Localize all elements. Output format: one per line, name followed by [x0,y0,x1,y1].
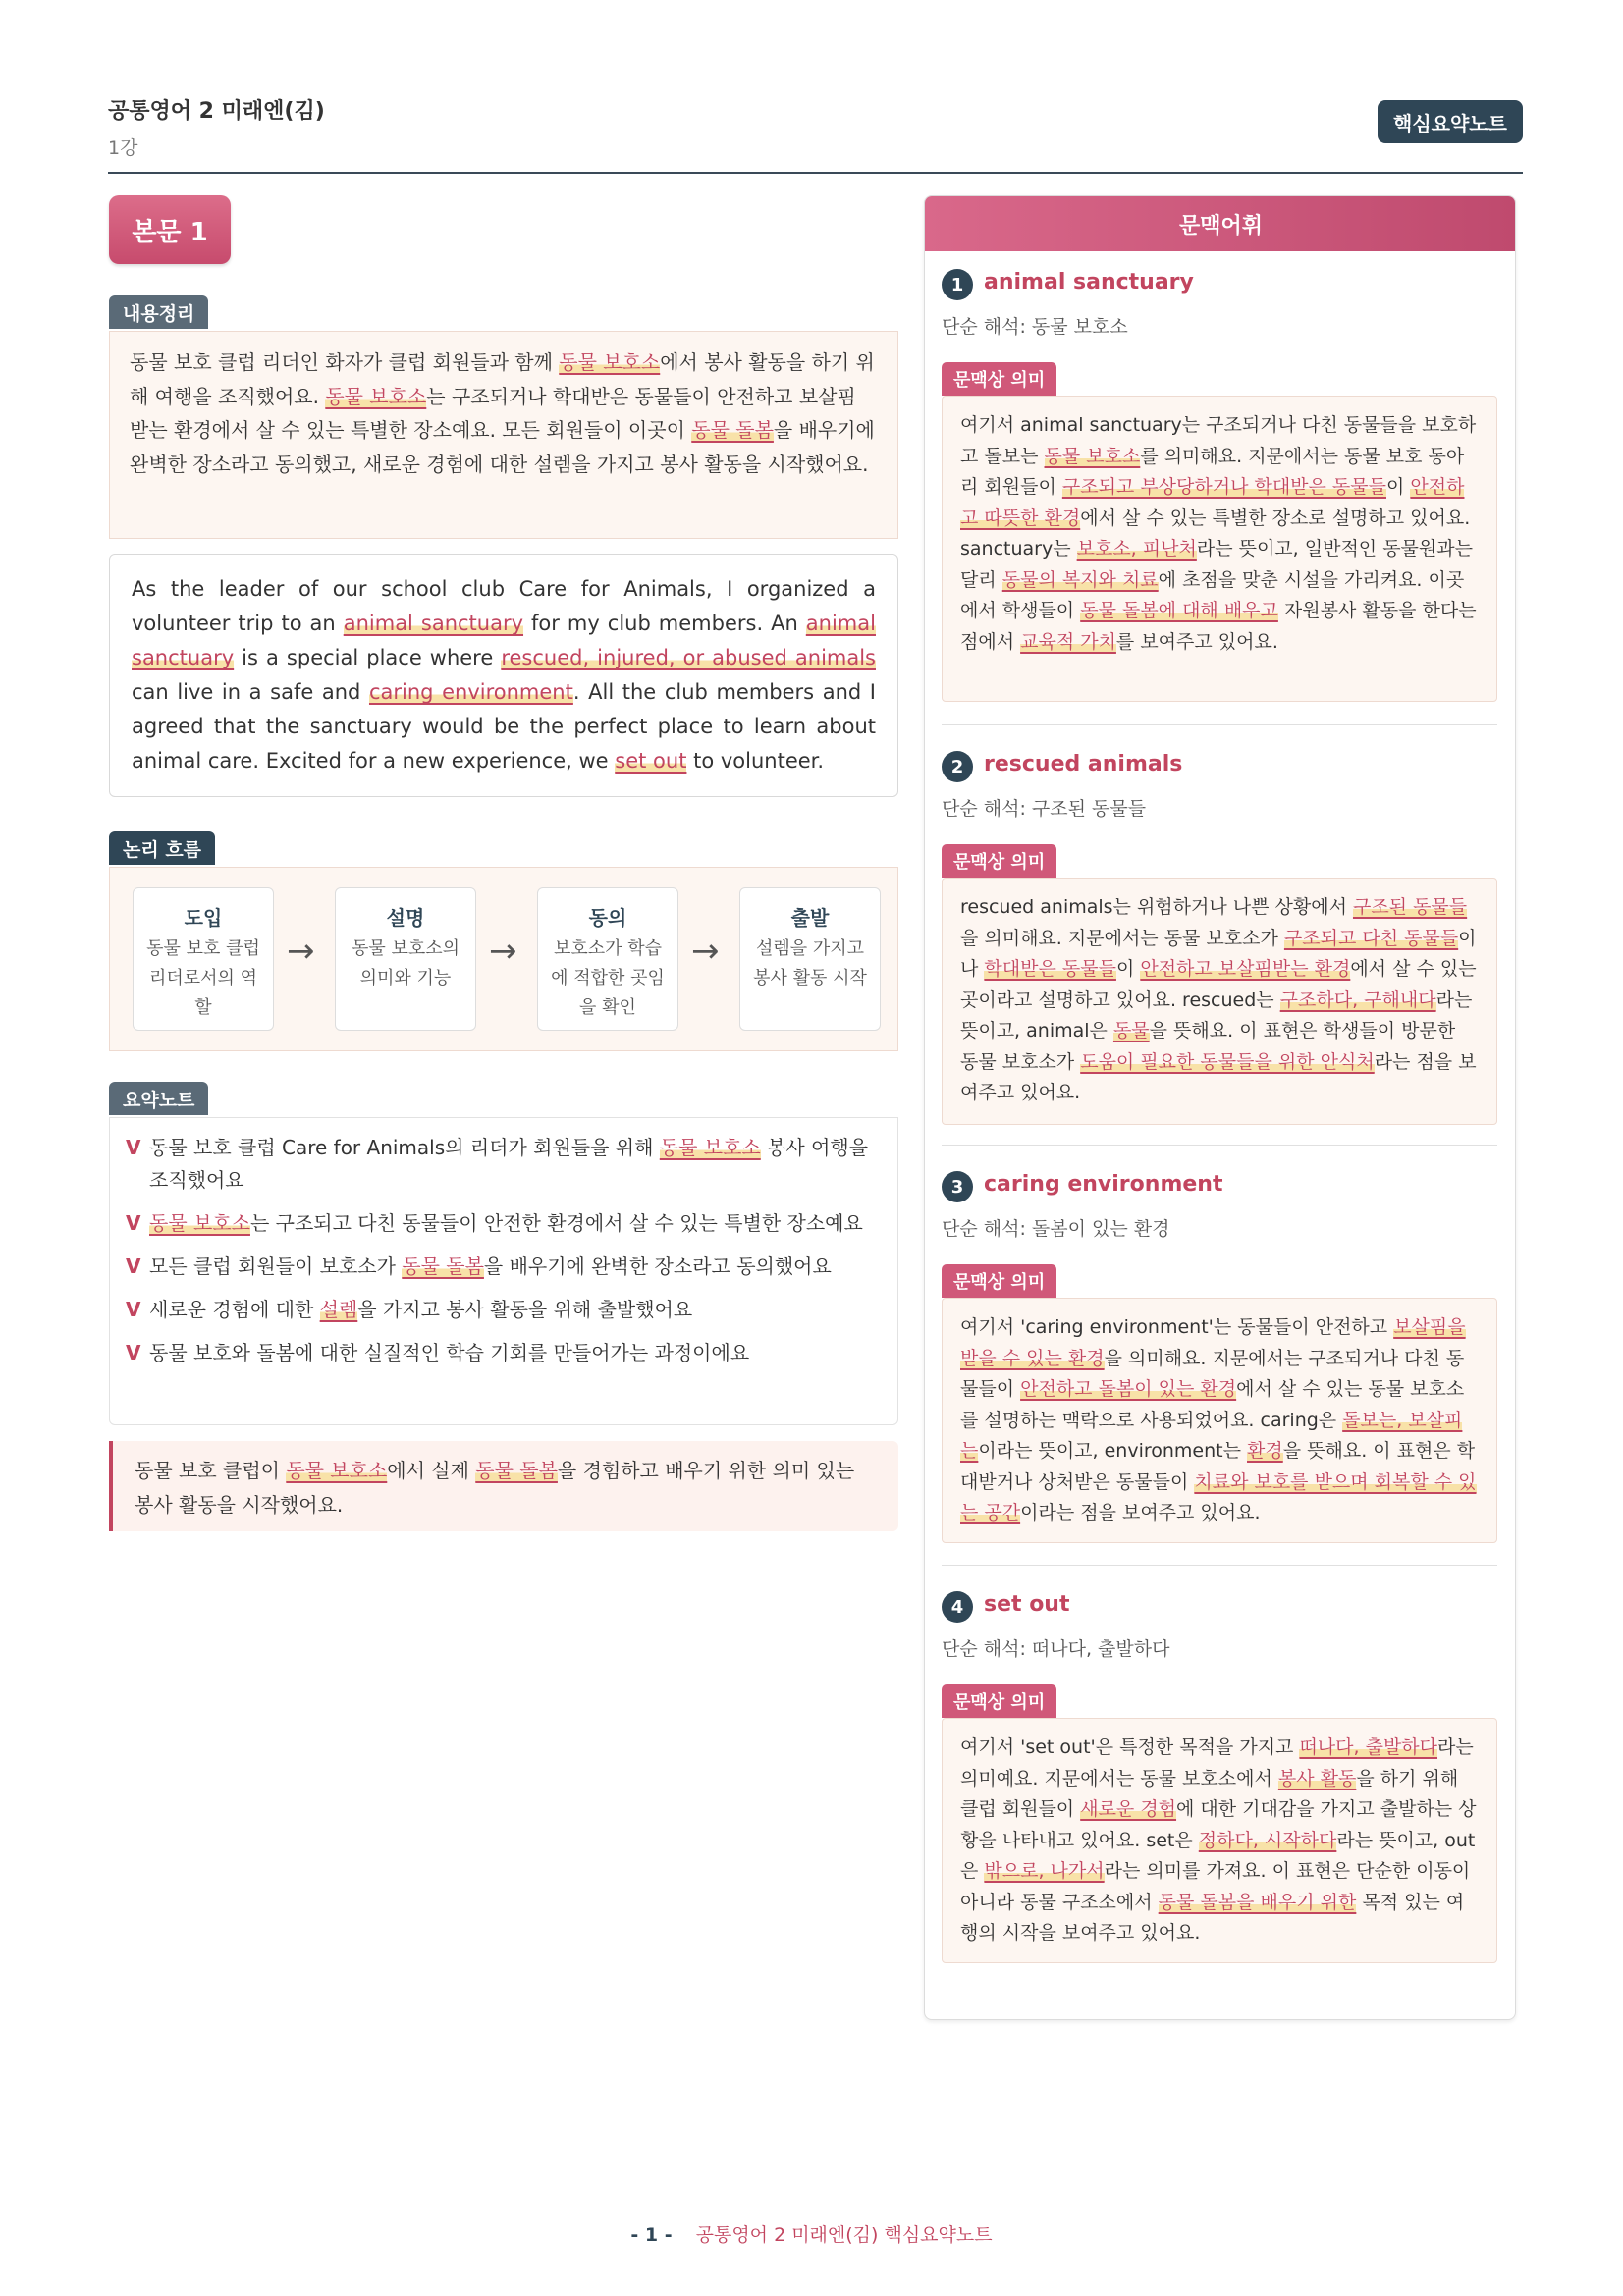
flow-step-title: 도입 [184,906,223,930]
context-meaning-box [942,1298,1497,1543]
vocab-number: 3 [942,1171,973,1202]
vocab-term: caring environment [984,1172,1223,1197]
flow-step [537,887,678,1031]
vocab-simple-meaning: 단순 해석: 돌봄이 있는 환경 [942,1218,1170,1240]
note-item: V 모든 클럽 회원들이 보호소가 동물 돌봄을 배우기에 완벽한 장소라고 동의했어요 [126,1251,882,1283]
vocab-number: 2 [942,751,973,782]
flow-step-title: 설명 [386,906,425,930]
summary-text: 동물 보호 클럽 리더인 화자가 클럽 회원들과 함께 동물 보호소에서 봉사 활동을 하기 위해 여행을 조직했어요. 동물 보호소는 구조되거나 학대받은 동물들이 안전하고 보살핌 받는 환경에서 살 수 있는 특별한 장소예요. 모든 회원들이 이곳이 동물 돌봄을 배우기에 완벽한 장소라고 동의했고, 새로운 경험에 대한 설렘을 가지고 봉사 활동을 시작했어요. [130,350,875,476]
vocab-panel-header: 문맥어휘 [925,196,1516,251]
check-mark-icon: V [126,1341,141,1364]
context-meaning-tag: 문맥상 의미 [942,844,1056,878]
key-point-callout: 동물 보호 클럽이 동물 보호소에서 실제 동물 돌봄을 경험하고 배우기 위한 의미 있는 봉사 활동을 시작했어요. [109,1441,898,1531]
vocab-simple-meaning: 단순 해석: 떠나다, 출발하다 [942,1638,1170,1660]
flow-step-desc: 보호소가 학습에 적합한 곳임을 확인 [551,938,665,1018]
vocab-number: 1 [942,269,973,300]
note-item: V 동물 보호와 돌봄에 대한 실질적인 학습 기회를 만들어가는 과정이에요 [126,1337,882,1369]
context-meaning-text: rescued animals는 위험하거나 나쁜 상황에서 구조된 동물들을 의미해요. 지문에서는 동물 보호소가 구조되고 다친 동물들이나 학대받은 동물들이 안전하고 보살핌받는 환경에서 살 수 있는 곳이라고 설명하고 있어요. rescued는 구조하다, 구해내다라는 뜻이고, animal은 동물을 뜻해요. 이 표현은 학생들이 방문한 동물 보호소가 도움이 필요한 동물들을 위한 안식처라는 점을 보여주고 있어요. [960,896,1477,1103]
context-meaning-tag: 문맥상 의미 [942,1684,1056,1718]
note-item: V 동물 보호 클럽 Care for Animals의 리더가 회원들을 위해 동물 보호소 봉사 여행을 조직했어요 [126,1132,882,1197]
vocab-simple-meaning: 단순 해석: 동물 보호소 [942,316,1128,338]
context-meaning-tag: 문맥상 의미 [942,362,1056,396]
logic-flow [109,867,898,1051]
footer-title: 공통영어 2 미래엔(김) 핵심요약노트 [695,2224,993,2246]
context-meaning-box [942,1718,1497,1963]
vocab-number: 4 [942,1591,973,1623]
logic-flow-tag: 논리 흐름 [109,831,215,865]
check-mark-icon: V [126,1298,141,1321]
english-passage-text: As the leader of our school club Care for Animals, I organized a volunteer trip to an animal sanctuary for my club members. An animal sanctuary is a special place where rescued, injured, or abused animals can live in a safe and caring environment. All the club members and I agreed that the sanctuary would be the perfect place to learn about animal care. Excited for a new experience, we set out to volunteer. [132,577,877,773]
page-number: - 1 - [630,2224,673,2246]
summary-tag: 내용정리 [109,295,208,329]
note-item: V 동물 보호소는 구조되고 다친 동물들이 안전한 환경에서 살 수 있는 특별한 장소예요 [126,1207,882,1240]
summary-box [109,331,898,539]
vocab-divider [942,1145,1497,1146]
context-vocab-panel [924,195,1516,2020]
note-item: V 새로운 경험에 대한 설렘을 가지고 봉사 활동을 위해 출발했어요 [126,1294,882,1326]
vocab-term: rescued animals [984,752,1183,776]
check-mark-icon: V [126,1211,141,1235]
check-mark-icon: V [126,1136,141,1159]
document-title: 공통영어 2 미래엔(김) [108,99,325,124]
flow-step-desc: 설렘을 가지고 봉사 활동 시작 [753,938,867,988]
section-title: 본문 1 [109,195,231,264]
flow-step [739,887,881,1031]
context-meaning-text: 여기서 'set out'은 특정한 목적을 가지고 떠나다, 출발하다라는 의미예요. 지문에서는 동물 보호소에서 봉사 활동을 하기 위해 클럽 회원들이 새로운 경험에 대한 기대감을 가지고 출발하는 상황을 나타내고 있어요. set은 정하다, 시작하다라는 뜻이고, out은 밖으로, 나가서라는 의미를 가져요. 이 표현은 단순한 이동이 아니라 동물 구조소에서 동물 돌봄을 배우기 위한 목적 있는 여행의 시작을 보여주고 있어요. [960,1736,1477,1944]
flow-step [133,887,274,1031]
lesson-number: 1강 [108,137,138,159]
check-mark-icon: V [126,1255,141,1278]
flow-step-title: 출발 [790,906,830,930]
vocab-divider [942,1565,1497,1566]
arrow-right-icon: → [287,932,315,971]
flow-step [335,887,476,1031]
flow-step-desc: 동물 보호소의 의미와 기능 [351,938,460,988]
flow-step-desc: 동물 보호 클럽 리더로서의 역할 [146,938,260,1018]
arrow-right-icon: → [489,932,517,971]
vocab-term: set out [984,1592,1070,1617]
arrow-right-icon: → [691,932,720,971]
summary-notes [109,1117,898,1425]
context-meaning-text: 여기서 'caring environment'는 동물들이 안전하고 보살핌을 받을 수 있는 환경을 의미해요. 지문에서는 구조되거나 다친 동물들이 안전하고 돌봄이 있는 환경에서 살 수 있는 동물 보호소를 설명하는 맥락으로 사용되었어요. caring은 돌보는, 보살피는이라는 뜻이고, environment는 환경을 뜻해요. 이 표현은 학대받거나 상처받은 동물들이 치료와 보호를 받으며 회복할 수 있는 공간이라는 점을 보여주고 있어요. [960,1316,1477,1523]
context-meaning-tag: 문맥상 의미 [942,1264,1056,1298]
vocab-divider [942,724,1497,725]
english-passage [109,554,898,797]
summary-note-badge: 핵심요약노트 [1378,100,1523,143]
flow-step-title: 동의 [588,906,627,930]
header-divider [108,172,1523,174]
vocab-term: animal sanctuary [984,270,1194,294]
notes-tag: 요약노트 [109,1082,208,1115]
page-footer [0,2220,1623,2247]
context-meaning-box [942,878,1497,1125]
context-meaning-box [942,396,1497,702]
vocab-simple-meaning: 단순 해석: 구조된 동물들 [942,798,1147,820]
context-meaning-text: 여기서 animal sanctuary는 구조되거나 다친 동물들을 보호하고 돌보는 동물 보호소를 의미해요. 지문에서는 동물 보호 동아리 회원들이 구조되고 부상당하거나 학대받은 동물들이 안전하고 따뜻한 환경에서 살 수 있는 특별한 장소로 설명하고 있어요. sanctuary는 보호소, 피난처라는 뜻이고, 일반적인 동물원과는 달리 동물의 복지와 치료에 초점을 맞춘 시설을 가리켜요. 이곳에서 학생들이 동물 돌봄에 대해 배우고 자원봉사 활동을 한다는 점에서 교육적 가치를 보여주고 있어요. [960,414,1477,653]
